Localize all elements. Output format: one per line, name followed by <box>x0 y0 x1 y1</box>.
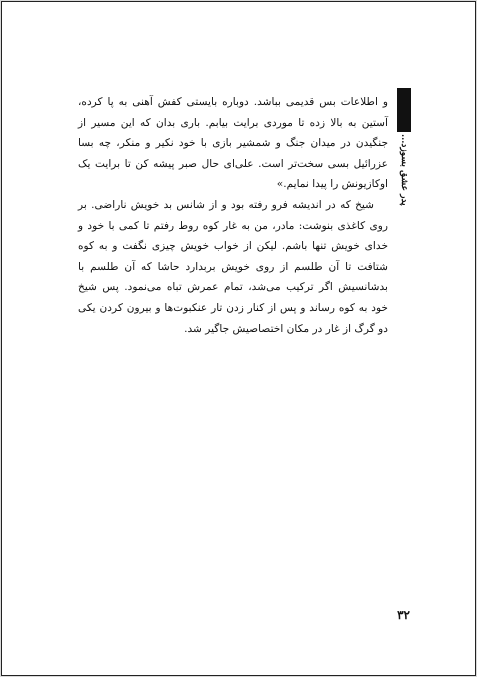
page-number: ۳۲ <box>397 608 410 622</box>
body-text <box>78 92 388 339</box>
running-title: پدر عشق بسوزد... <box>399 134 409 206</box>
chapter-tab-marker <box>397 88 411 132</box>
paragraph: شیخ که در اندیشه فرو رفته بود و از شانس بد خویش ناراضی. بر روی کاغذی بنوشت: مادر، من به غار کوه روط رفتم تا کمی با خود و خدای خویش تنها باشم. لیکن از خواب خویش چیزی نگفت و به کوه شتافت تا آن طلسم از روی خویش بربدارد حاشا که آن طلسم با بدشانسیش اگر ترکیب می‌شد، تمام عمرش تباه می‌نمود. پس شیخ خود به کوه رساند و پس از کنار زدن تار عنکبوت‌ها و بیرون کردن یکی دو گرگ از غار در مکان اختصاصیش جاگیر شد. <box>78 198 388 335</box>
book-page <box>1 1 476 676</box>
paragraph: و اطلاعات بس قدیمی بباشد. دوباره بایستی کفش آهنی به پا کرده، آستین به بالا زده تا موردی برایت بیابم. باری بدان که این مسیر از جنگیدن در میدان جنگ و شمشیر بازی با خود نکیر و منکر، چه بسا عزرائیل بسی سخت‌تر است. علی‌ای حال صبر پیشه کن تا برایت یک اوکازیونش را پیدا نمایم.» <box>78 96 388 191</box>
